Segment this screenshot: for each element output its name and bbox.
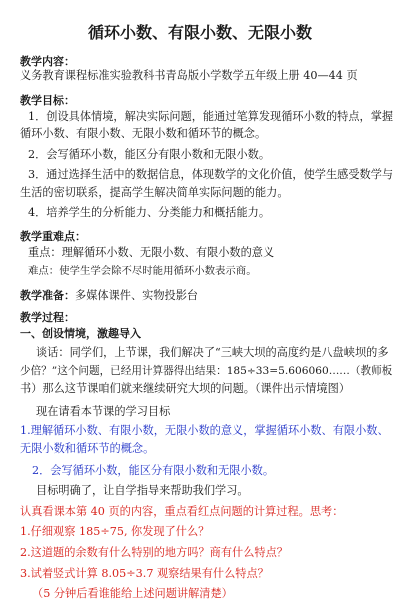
blue-target-1: 1.理解循环小数、有限小数，无限小数的意义，掌握循环小数、有限小数、 (20, 424, 389, 437)
red-question-2: 2.这道题的余数有什么特别的地方吗？商有什么特点？ (20, 546, 288, 559)
goal-1-line-1: 1．创设具体情境，解决实际问题，能通过笔算发现循环小数的特点，掌握 (28, 110, 394, 123)
prep-heading: 教学准备： (20, 289, 75, 302)
goal-3-line-1: 3．通过选择生活中的数据信息，体现数学的文化价值，使学生感受数学与 (28, 168, 394, 181)
content-text: 义务教育课程标准实验教科书青岛版小学数学五年级上册 40—44 页 (20, 69, 358, 82)
targets-intro: 现在请看本节课的学习目标 (36, 405, 171, 418)
goals-heading: 教学目标： (20, 94, 75, 107)
process-heading: 教学过程： (20, 311, 75, 324)
goal-2: 2．会写循环小数，能区分有限小数和无限小数。 (28, 148, 271, 161)
blue-target-2: 2．会写循环小数，能区分有限小数和无限小数。 (32, 464, 275, 477)
difficulty: 难点：使学生学会除不尽时能用循环小数表示商。 (28, 265, 257, 277)
goal-4: 4．培养学生的分析能力、分类能力和概括能力。 (28, 206, 271, 219)
intro-line-1: 谈话：同学们，上节课，我们解决了“三峡大坝的高度约是八盘峡坝的多 (36, 346, 389, 359)
keypoints-heading: 教学重难点： (20, 230, 86, 243)
blue-target-1-cont: 无限小数和循环节的概念。 (20, 442, 155, 455)
goal-3-line-2: 生活的密切联系，提高学生解决简单实际问题的能力。 (20, 186, 289, 199)
goal-1-line-2: 循环小数、有限小数、无限小数和循环节的概念。 (20, 127, 267, 140)
prep-row (20, 289, 198, 303)
page-title: 循环小数、有限小数、无限小数 (87, 23, 312, 42)
intro-line-2: 少倍？”这个问题，已经用计算器得出结果：185÷33=5.606060……（教师板 (20, 365, 393, 377)
self-study-line: 目标明确了，让自学指导来帮助我们学习。 (36, 484, 249, 497)
red-question-3: 3.试着竖式计算 8.05÷3.7 观察结果有什么特点？ (20, 567, 269, 580)
red-instruction: 认真看课本第 40 页的内容，重点看红点问题的计算过程。思考： (20, 505, 344, 518)
red-question-1: 1.仔细观察 185÷75, 你发现了什么？ (20, 525, 210, 538)
intro-line-3: 书）那么这节课咱们就来继续研究大坝的问题。（课件出示情境图） (20, 382, 351, 395)
prep-text: 多媒体课件、实物投影台 (75, 289, 199, 302)
content-heading: 教学内容： (20, 55, 75, 68)
section-1-heading: 一、创设情境，激趣导入 (20, 327, 141, 340)
red-note: （5 分钟后看谁能给上述问题讲解清楚） (32, 587, 233, 600)
key-point: 重点：理解循环小数、无限小数、有限小数的意义 (28, 246, 275, 259)
